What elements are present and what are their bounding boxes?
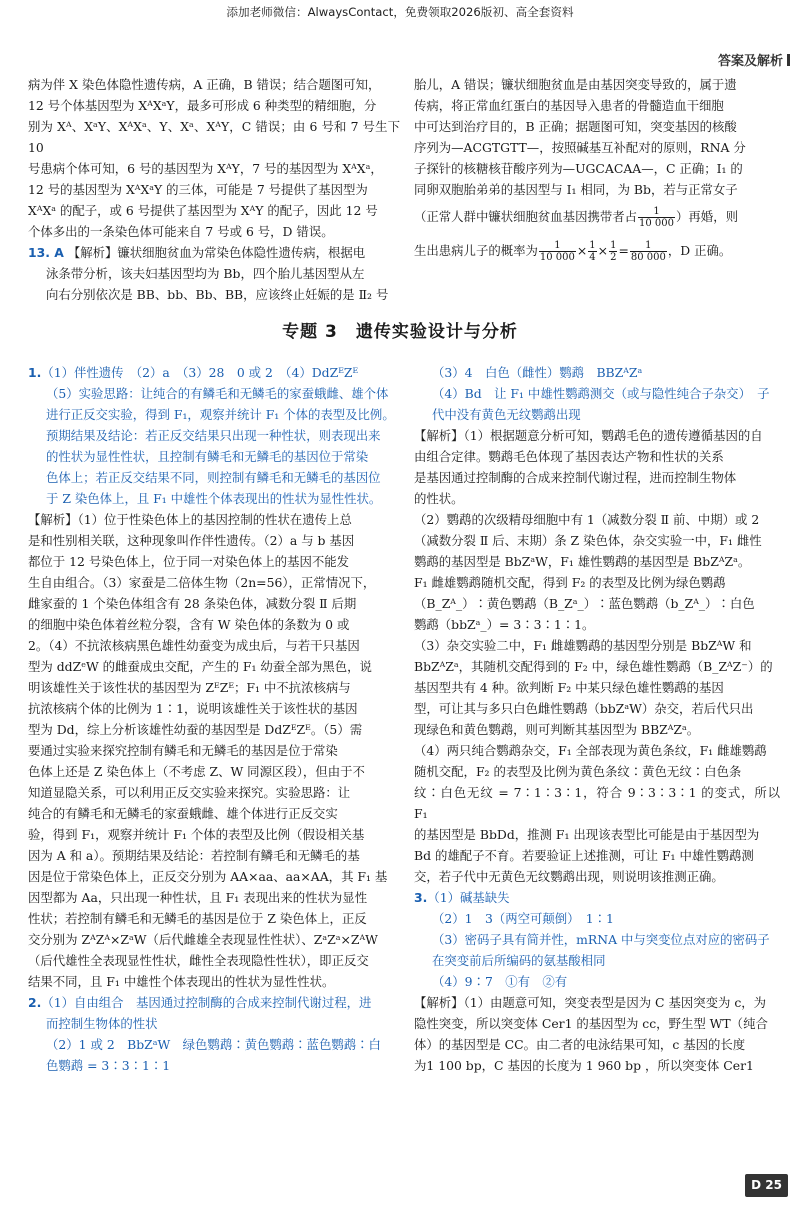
text-line: 胎儿，A 错误；镰状细胞贫血是由基因突变导致的，属于遗 [414, 77, 737, 92]
explanation-line: 知道显隐关系，可以利用正反交实验来探究。实验思路：让 [28, 785, 351, 800]
answer-line [414, 887, 780, 908]
text-line: 中可达到治疗目的，B 正确；据题图可知，突变基因的核酸 [414, 119, 737, 134]
frac-num: 1 [589, 240, 596, 251]
question-number: 3. [414, 890, 428, 905]
explanation-line: （后代雄性全表现显性性状，雌性全表现隐性性状），即正反交 [28, 953, 369, 968]
fraction-3 [588, 240, 596, 263]
explanation-line: 型为 ddZᵉW 的雌蚕成虫交配，产生的 F₁ 幼蚕全部为黑色，说 [28, 659, 372, 674]
top-right-line-7 [414, 200, 780, 234]
explanation-line: 明该雄性关于该性状的基因型为 ZᴱZᴱ；F₁ 中不抗浓核病与 [28, 680, 351, 695]
answer-line: （2）1 或 2 BbZᵃW 绿色鹦鹉∶黄色鹦鹉∶蓝色鹦鹉∶白 [46, 1037, 381, 1052]
q13-first-line [28, 242, 400, 263]
explanation-line: （4）两只纯合鹦鹉杂交，F₁ 全部表现为黄色条纹，F₁ 雌雄鹦鹉 [414, 743, 767, 758]
answer-line: 色鹦鹉 = 3∶3∶1∶1 [46, 1058, 171, 1073]
explanation-line: 交，若子代中无黄色无纹鹦鹉出现，则说明该推测正确。 [414, 869, 724, 884]
explanation-line: 纹∶白色无纹 = 7∶1∶3∶1，符合 9∶3∶3∶1 的变式，所以 F₁ [414, 785, 780, 821]
answer-line: 预期结果及结论：若正反交结果只出现一种性状，则表现出来 [46, 428, 381, 443]
explanation-line: 纯合的有鳞毛和无鳞毛的家蚕蛾雌、雄个体进行正反交实 [28, 806, 338, 821]
explanation-line: 现绿色和黄色鹦鹉，则可判断其基因型为 BBZᴬZᵃ。 [414, 722, 700, 737]
text-line: 个体多出的一条染色体可能来自 7 号或 6 号，D 错误。 [28, 224, 334, 239]
frac-num: 1 [630, 240, 667, 252]
right-main-column [414, 362, 780, 1076]
explanation-line: 随机交配，F₂ 的表型及比例为黄色条纹∶黄色无纹∶白色条 [414, 764, 742, 779]
page-number: D 25 [745, 1174, 788, 1197]
explanation-line: 由组合定律。鹦鹉毛色体现了基因表达产物和性状的关系 [414, 449, 724, 464]
answer-line [28, 992, 400, 1013]
answer-text: （1）自由组合 基因通过控制酶的合成来控制代谢过程，进 [41, 995, 372, 1010]
section-title: 专题 3 遗传实验设计与分析 [282, 322, 518, 342]
answer-line: （3）4 白色（雌性）鹦鹉 BBZᴬZᵃ [432, 365, 643, 380]
top-left-column [28, 74, 400, 305]
text-line: 序列为—ACGTGTT—，按照碱基互补配对的原则，RNA 分 [414, 140, 746, 155]
frac-num: 1 [638, 206, 675, 218]
explanation-line: 隐性突变，所以突变体 Cer1 的基因型为 cc，野生型 WT（纯合 [414, 1016, 768, 1031]
explanation-line: BbZᴬZᵃ，其随机交配得到的 F₂ 中，绿色雄性鹦鹉（B_ZᴬZ⁻）的 [414, 659, 773, 674]
text-line: 12 号的基因型为 XᴬXᵃY 的三体，可能是 7 号提供了基因型为 [28, 182, 368, 197]
q13-line: 泳条带分析，该夫妇基因型均为 Bb，四个胎儿基因型从左 [46, 266, 365, 281]
explanation-line: （B_Zᴬ_）∶黄色鹦鹉（B_Zᵃ_）∶蓝色鹦鹉（b_Zᴬ_）∶白色 [414, 596, 755, 611]
explanation-line: 的基因型是 BbDd，推测 F₁ 出现该表型比可能是由于基因型为 [414, 827, 760, 842]
frac-den: 4 [589, 252, 596, 263]
explanation-line: 性状；若控制有鳞毛和无鳞毛的基因是位于 Z 染色体上，正反 [28, 911, 367, 926]
explanation-line: 体）的基因型是 CC。由二者的电泳结果可知，c 基因的长度 [414, 1037, 746, 1052]
explanation-line: 鹦鹉的基因型是 BbZᵃW，F₁ 雄性鹦鹉的基因型是 BbZᴬZᵃ。 [414, 554, 751, 569]
explanation-line: 雌家蚕的 1 个染色体组含有 28 条染色体，减数分裂 Ⅱ 后期 [28, 596, 357, 611]
answer-text: （1）伴性遗传 （2）a （3）28 0 或 2 （4）DdZᴱZᴱ [41, 365, 359, 380]
line8-pre: 生出患病儿子的概率为 [414, 243, 538, 258]
header-tag-label: 答案及解析 [717, 54, 783, 69]
explanation-line: （减数分裂 Ⅱ 后、末期）条 Z 染色体，杂交实验一中，F₁ 雌性 [414, 533, 762, 548]
left-main-column [28, 362, 400, 1076]
frac-den: 10 000 [539, 252, 575, 263]
q13-number: 13. A [28, 245, 64, 260]
top-right-text [414, 74, 780, 200]
explanation-line: 2。（4）不抗浓核病黑色雄性幼蚕变为成虫后，与若干只基因 [28, 638, 360, 653]
explanation-line: Bd 的雄配子不育。若要验证上述推测，可让 F₁ 中雄性鹦鹉测 [414, 848, 754, 863]
explanation-line: （2）鹦鹉的次级精母细胞中有 1（减数分裂 Ⅱ 前、中期）或 2 [414, 512, 760, 527]
answer-line: 代中没有黄色无纹鹦鹉出现 [432, 407, 581, 422]
q13-line-0: 【解析】镰状细胞贫血为常染色体隐性遗传病，根据电 [67, 245, 366, 260]
explanation-line: F₁ 雌雄鹦鹉随机交配，得到 F₂ 的表型及比例为绿色鹦鹉 [414, 575, 726, 590]
line8-post: ，D 正确。 [667, 243, 732, 258]
explanation-line: 要通过实验来探究控制有鳞毛和无鳞毛的基因是位于常染 [28, 743, 338, 758]
text-line: 号患病个体可知，6 号的基因型为 XᴬY，7 号的基因型为 XᴬXᵃ， [28, 161, 383, 176]
explanation-line: 的性状。 [414, 491, 464, 506]
answer-line: （4）Bd 让 F₁ 中雄性鹦鹉测交（或与隐性纯合子杂交） 子 [432, 386, 770, 401]
explanation-line: 型，可让其与多只白色雌性鹦鹉（bbZᵃW）杂交，若后代只出 [414, 701, 754, 716]
watermark-banner: 添加老师微信：AlwaysContact，免费领取2026版初、高全套资料 [226, 5, 574, 19]
explanation-line: 生自由组合。（3）家蚕是二倍体生物（2n=56），正常情况下， [28, 575, 376, 590]
answer-line: （5）实验思路：让纯合的有鳞毛和无鳞毛的家蚕蛾雌、雄个体 [46, 386, 389, 401]
text-line: 12 号个体基因型为 XᴬXᵃY，最多可形成 6 种类型的精细胞，分 [28, 98, 377, 113]
answer-line: （2）1 3（两空可颠倒） 1∶1 [432, 911, 614, 926]
top-right-line-8: 生出患病儿子的概率为 $\frac{1}{10 000}$ × $\frac{1}{4}$ × $\frac{1}{2}$ = $\frac{1}{80 000}$ ，D 正确。 [414, 240, 732, 263]
fraction-1 [638, 206, 675, 229]
explanation-line: 色体上还是 Z 染色体上（不考虑 Z、W 同源区段），但由于不 [28, 764, 365, 779]
explanation-line: 【解析】（1）根据题意分析可知，鹦鹉毛色的遗传遵循基因的自 [414, 428, 763, 443]
line7-post: ）再婚，则 [676, 209, 738, 224]
explanation-line: 基因型共有 4 种。欲判断 F₂ 中某只绿色雄性鹦鹉的基因 [414, 680, 724, 695]
explanation-line: 因是位于常染色体上，正反交分别为 AA×aa、aa×AA，其 F₁ 基 [28, 869, 388, 884]
explanation-line: 因为 A 和 a）。预期结果及结论：若控制有鳞毛和无鳞毛的基 [28, 848, 360, 863]
answer-line: （3）密码子具有简并性，mRNA 中与突变位点对应的密码子 [432, 932, 770, 947]
explanation-line: 是和性别相关联，这种现象叫作伴性遗传。（2）a 与 b 基因 [28, 533, 355, 548]
answer-line [28, 362, 400, 383]
line7-pre: （正常人群中镰状细胞贫血基因携带者占 [414, 209, 638, 224]
text-line: XᴬXᵃ 的配子，或 6 号提供了基因型为 XᴬY 的配子，因此 12 号 [28, 203, 378, 218]
answer-line: 而控制生物体的性状 [46, 1016, 158, 1031]
header-tag [718, 51, 790, 72]
explanation-line: 【解析】（1）位于性染色体上的基因控制的性状在遗传上总 [28, 512, 352, 527]
answer-line: 的性状为显性性状，且控制有鳞毛和无鳞毛的基因位于常染 [46, 449, 369, 464]
explanation-line: 验，得到 F₁，观察并统计 F₁ 个体的表型及比例（假设相关基 [28, 827, 365, 842]
fraction-2 [539, 240, 576, 263]
frac-num: 1 [610, 240, 617, 251]
explanation-line: 抗浓核病个体的比例为 1∶1，说明该雄性关于该性状的基因 [28, 701, 358, 716]
question-number: 2. [28, 995, 42, 1010]
answer-line: 色体上；若正反交结果不同，则控制有鳞毛和无鳞毛的基因位 [46, 470, 381, 485]
frac-den: 80 000 [630, 252, 666, 263]
fraction-4 [609, 240, 617, 263]
top-left-text [28, 74, 400, 242]
explanation-line: 【解析】（1）由题意可知，突变表型是因为 C 基因突变为 c，为 [414, 995, 767, 1010]
explanation-line: 的细胞中染色体着丝粒分裂，含有 W 染色体的条数为 0 或 [28, 617, 350, 632]
explanation-line: 为1 100 bp，C 基因的长度为 1 960 bp ，所以突变体 Cer1 [414, 1058, 754, 1073]
explanation-line: 型为 Dd，综上分析该雄性幼蚕的基因型是 DdZᴱZᴱ。（5）需 [28, 722, 363, 737]
explanation-line: 都位于 12 号染色体上，位于同一对染色体上的基因不能发 [28, 554, 350, 569]
text-line: 传病，将正常血红蛋白的基因导入患者的骨髓造血干细胞 [414, 98, 724, 113]
frac-den: 2 [610, 252, 617, 263]
top-right-column [414, 74, 780, 268]
explanation-line: 因型都为 Aa，只出现一种性状，且 F₁ 表现出来的性状为显性 [28, 890, 368, 905]
answer-line: 在突变前后所编码的氨基酸相同 [432, 953, 606, 968]
explanation-line: 结果不同，且 F₁ 中雄性个体表现出的性状为显性性状。 [28, 974, 335, 989]
frac-num: 1 [539, 240, 576, 252]
answer-line: 于 Z 染色体上，且 F₁ 中雄性个体表现出的性状为显性性状。 [46, 491, 382, 506]
explanation-line: 鹦鹉（bbZᵃ_）= 3∶3∶1∶1。 [414, 617, 595, 632]
fraction-5 [630, 240, 667, 263]
explanation-line: 交分别为 ZᴬZᴬ×ZᵃW（后代雌雄全表现显性性状）、ZᵃZᵃ×ZᴬW [28, 932, 378, 947]
frac-den: 10 000 [639, 218, 675, 229]
header-bar-icon [787, 54, 790, 66]
explanation-line: （3）杂交实验二中，F₁ 雌雄鹦鹉的基因型分别是 BbZᴬW 和 [414, 638, 752, 653]
text-line: 病为伴 X 染色体隐性遗传病，A 正确，B 错误；结合题图可知， [28, 77, 381, 92]
explanation-line: 是基因通过控制酶的合成来控制代谢过程，进而控制生物体 [414, 470, 737, 485]
text-line: 同卵双胞胎弟弟的基因型与 Ⅰ₁ 相同，为 Bb，若与正常女子 [414, 182, 738, 197]
answer-line: 进行正反交实验，得到 F₁，观察并统计 F₁ 个体的表型及比例。 [46, 407, 395, 422]
answer-line: （4）9∶7 ①有 ②有 [432, 974, 568, 989]
q13-line: 向右分别依次是 BB、bb、Bb、BB，应该终止妊娠的是 Ⅱ₂ 号 [46, 287, 389, 302]
question-number: 1. [28, 365, 42, 380]
text-line: 子探针的核糖核苷酸序列为—UGCACAA—，C 正确；Ⅰ₁ 的 [414, 161, 743, 176]
text-line: 别为 Xᴬ、XᵃY、XᴬXᵃ、Y、Xᵃ、XᴬY，C 错误；由 6 号和 7 号生下 10 [28, 119, 400, 155]
answer-text: （1）碱基缺失 [427, 890, 510, 905]
